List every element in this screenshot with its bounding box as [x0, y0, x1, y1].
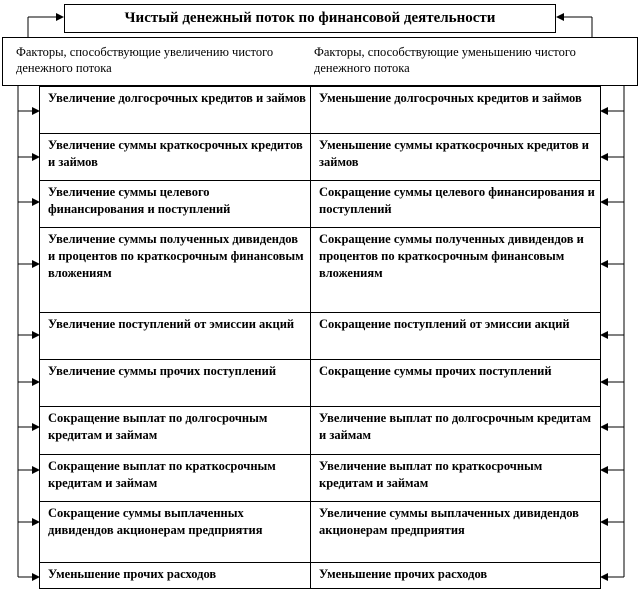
diagram-title: Чистый денежный поток по финансовой деятельности [64, 4, 556, 33]
increase-factor-cell: Сокращение суммы выплаченных дивидендов акционерам предприятия [40, 502, 311, 563]
increase-factor-cell: Сокращение выплат по долгосрочным кредитам и займам [40, 407, 311, 455]
increase-factor-cell: Увеличение поступлений от эмиссии акций [40, 313, 311, 360]
increase-factor-cell: Уменьшение прочих расходов [40, 563, 311, 589]
increase-factor-cell: Увеличение суммы прочих поступлений [40, 360, 311, 407]
decrease-factor-cell: Уменьшение прочих расходов [319, 567, 488, 581]
increase-factor-cell: Сокращение выплат по краткосрочным кредитам и займам [40, 455, 311, 502]
factors-table [39, 86, 601, 589]
increase-factor-cell: Увеличение суммы целевого финансирования и поступлений [40, 181, 311, 228]
decrease-factor-cell: Уменьшение суммы краткосрочных кредитов и займов [311, 134, 600, 181]
increase-factor-cell: Увеличение суммы краткосрочных кредитов и займов [40, 134, 311, 181]
decrease-factor-cell: Сокращение суммы полученных дивидендов и процентов по краткосрочным финансовым вложениям [311, 228, 600, 313]
header-decrease-factors: Факторы, способствующие уменьшению чистого денежного потока [314, 45, 576, 75]
decrease-factor-cell: Увеличение суммы выплаченных дивидендов акционерам предприятия [311, 502, 600, 563]
decrease-factor-cell: Увеличение выплат по краткосрочным кредитам и займам [311, 455, 600, 502]
decrease-factor-cell: Уменьшение долгосрочных кредитов и займов [311, 87, 600, 134]
decrease-factor-cell: Сокращение суммы целевого финансирования и поступлений [311, 181, 600, 228]
increase-factor-cell: Увеличение суммы полученных дивидендов и процентов по краткосрочным финансовым вложениям [40, 228, 311, 313]
header-box [2, 37, 638, 86]
decrease-factor-cell: Увеличение выплат по долгосрочным кредитам и займам [311, 407, 600, 455]
increase-factor-cell: Увеличение долгосрочных кредитов и займов [40, 87, 311, 134]
decrease-factor-cell: Сокращение суммы прочих поступлений [311, 360, 600, 407]
header-increase-factors: Факторы, способствующие увеличению чистого денежного потока [16, 45, 274, 75]
decrease-factor-cell: Сокращение поступлений от эмиссии акций [311, 313, 600, 360]
